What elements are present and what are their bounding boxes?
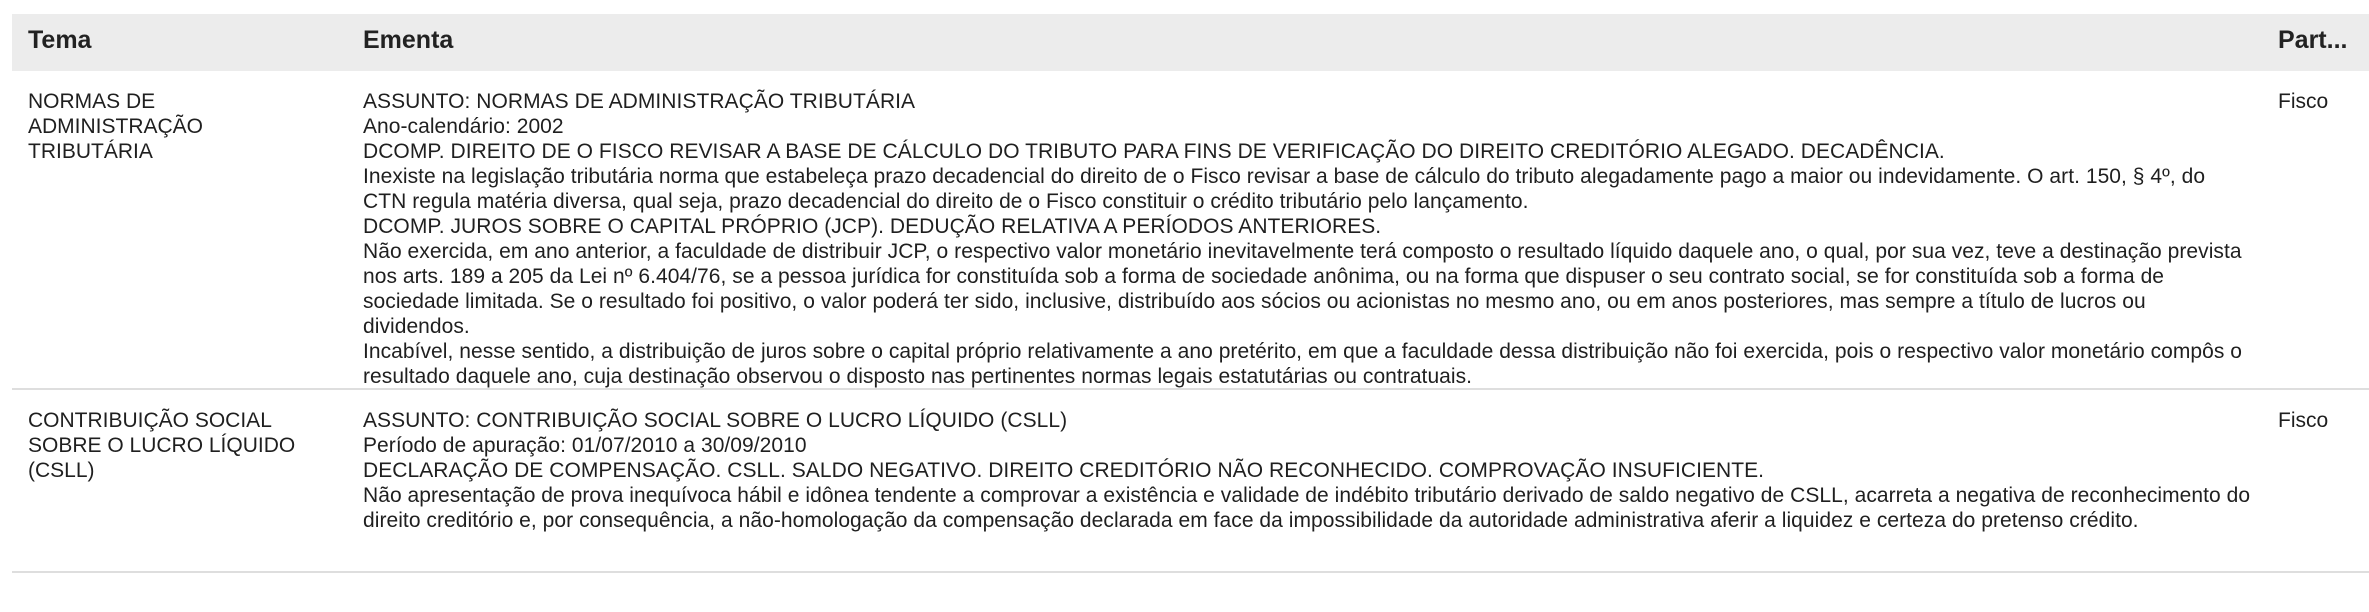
column-header-tema[interactable]: Tema	[28, 26, 92, 54]
ementa-periodo: Ano-calendário: 2002	[363, 115, 564, 138]
tema-cell: CONTRIBUIÇÃO SOCIAL SOBRE O LUCRO LÍQUIDO (CSLL)	[28, 409, 296, 482]
tema-cell: NORMAS DE ADMINISTRAÇÃO TRIBUTÁRIA	[28, 90, 204, 163]
ementa-paragraph: Não apresentação de prova inequívoca hábil e idônea tendente a comprovar a existência e validade de indébito tributário derivado de saldo negativo de CSLL, acarreta a negativa de reconhecimento do direito creditório e, por consequência, a não-homologação da compensação declarada em face da impossibilidade da autoridade administrativa aferir a liquidez e certeza do pretenso crédito.	[363, 484, 2251, 532]
column-header-ementa[interactable]: Ementa	[363, 26, 454, 54]
table-header	[12, 14, 2369, 71]
ementa-cell	[363, 89, 2253, 389]
ementa-heading: DCOMP. JUROS SOBRE O CAPITAL PRÓPRIO (JCP). DEDUÇÃO RELATIVA A PERÍODOS ANTERIORES.	[363, 215, 1382, 238]
ementa-paragraph: Inexiste na legislação tributária norma que estabeleça prazo decadencial do direito de o Fisco revisar a base de cálculo do tributo alegadamente pago a maior ou indevidamente. O art. 150, § 4º, do CTN regula matéria diversa, qual seja, prazo decadencial do direito de o Fisco constituir o crédito tributário pelo lançamento.	[363, 165, 2206, 213]
column-header-part[interactable]: Part...	[2278, 26, 2348, 54]
ementa-paragraph: Incabível, nesse sentido, a distribuição de juros sobre o capital próprio relativamente a ano pretérito, em que a faculdade dessa distribuição não foi exercida, pois o respectivo valor monetário compôs o resultado daquele ano, cuja destinação observou o disposto nas pertinentes normas legais estatutárias ou contratuais.	[363, 340, 2243, 388]
table-row[interactable]	[12, 71, 2369, 390]
ementa-assunto: ASSUNTO: CONTRIBUIÇÃO SOCIAL SOBRE O LUCRO LÍQUIDO (CSLL)	[363, 409, 1068, 432]
ementa-cell	[363, 408, 2253, 533]
results-table	[12, 14, 2369, 573]
part-cell: Fisco	[2278, 90, 2329, 113]
ementa-assunto: ASSUNTO: NORMAS DE ADMINISTRAÇÃO TRIBUTÁRIA	[363, 90, 916, 113]
table-row[interactable]	[12, 390, 2369, 573]
ementa-paragraph: Não exercida, em ano anterior, a faculdade de distribuir JCP, o respectivo valor monetário inevitavelmente terá composto o resultado líquido daquele ano, o qual, por sua vez, teve a destinação prevista nos arts. 189 a 205 da Lei nº 6.404/76, se a pessoa jurídica for constituída sob a forma de sociedade anônima, ou na forma que dispuser o seu contrato social, se for constituída sob a forma de sociedade limitada. Se o resultado foi positivo, o valor poderá ter sido, inclusive, distribuído aos sócios ou acionistas no mesmo ano, ou em anos posteriores, mas sempre a título de lucros ou dividendos.	[363, 240, 2242, 338]
ementa-heading: DECLARAÇÃO DE COMPENSAÇÃO. CSLL. SALDO NEGATIVO. DIREITO CREDITÓRIO NÃO RECONHECIDO. COMPROVAÇÃO INSUFICIENTE.	[363, 459, 1765, 482]
part-cell: Fisco	[2278, 409, 2329, 432]
ementa-heading: DCOMP. DIREITO DE O FISCO REVISAR A BASE DE CÁLCULO DO TRIBUTO PARA FINS DE VERIFICAÇÃO DO DIREITO CREDITÓRIO ALEGADO. DECADÊNCIA.	[363, 140, 1945, 163]
ementa-periodo: Período de apuração: 01/07/2010 a 30/09/2010	[363, 434, 807, 457]
